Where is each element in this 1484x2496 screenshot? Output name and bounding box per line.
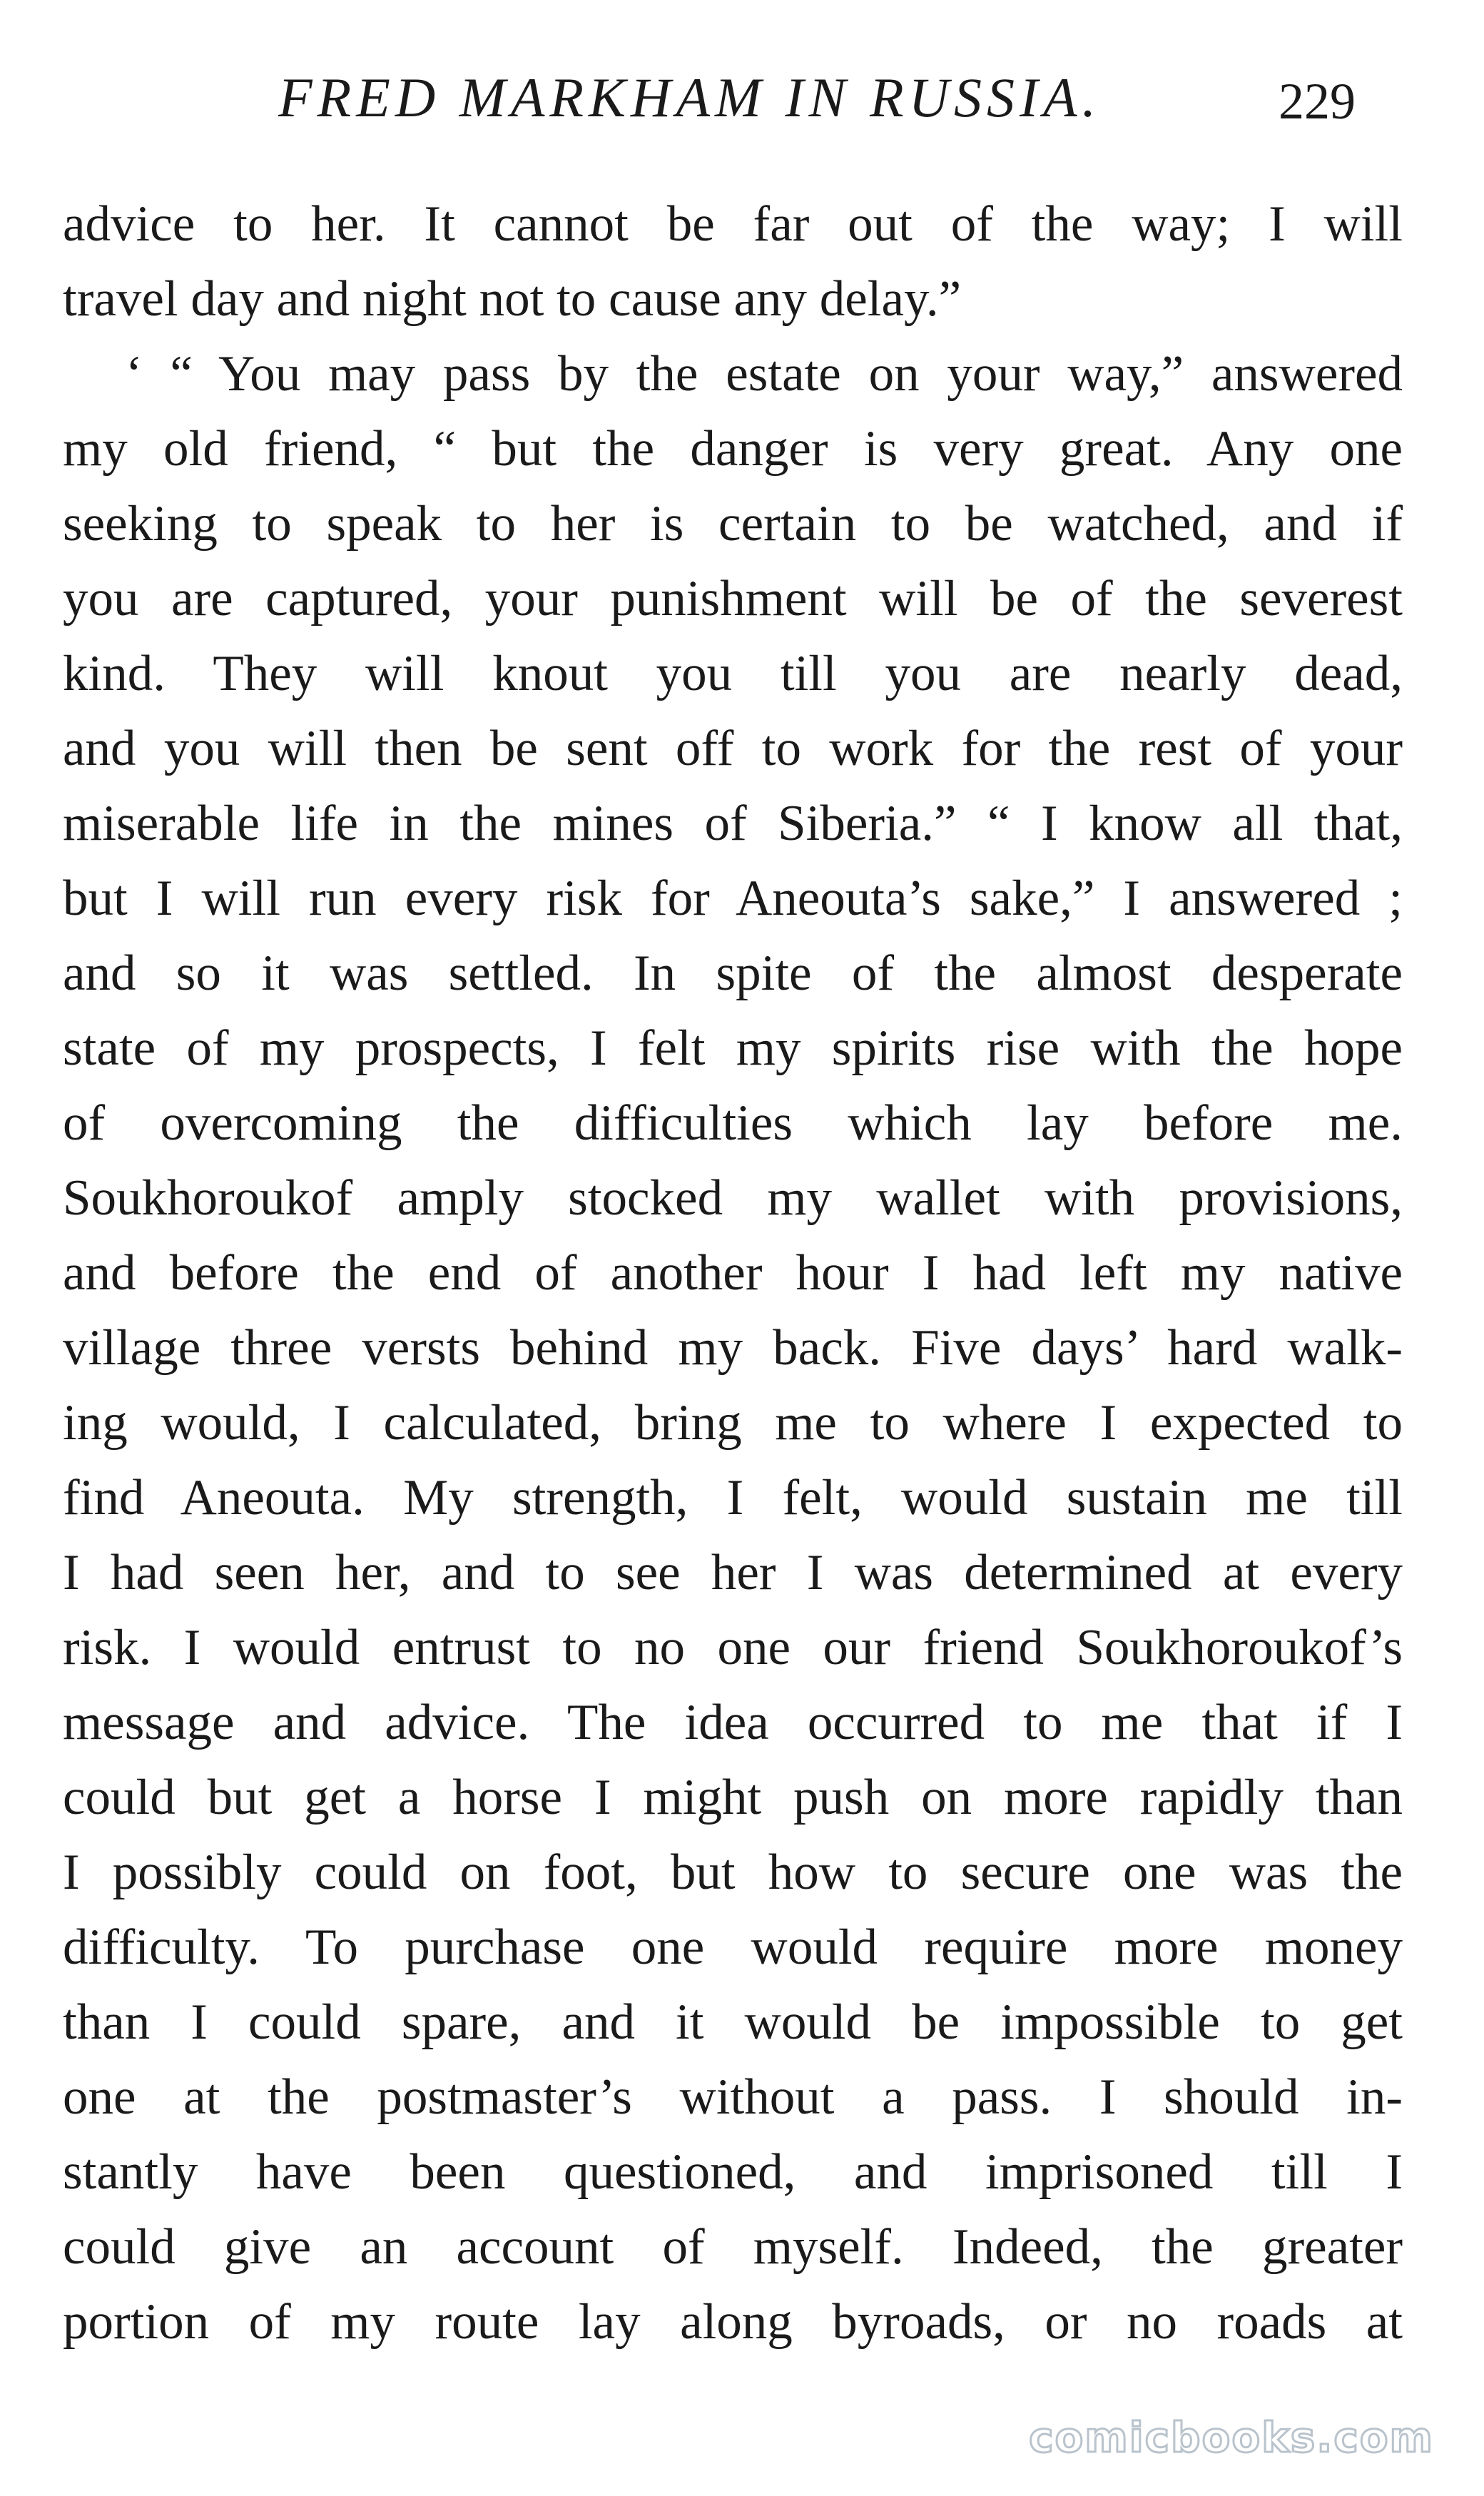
text-line: could but get a horse I might push on more rapidly than [63, 1770, 1403, 1825]
text-line: ing would, I calculated, bring me to where I expected to [63, 1395, 1403, 1451]
text-line: portion of my route lay along byroads, or no roads at [63, 2294, 1403, 2350]
text-line: Soukhoroukof amply stocked my wallet with provisions, [63, 1170, 1403, 1226]
text-line: my old friend, “ but the danger is very great. Any one [63, 421, 1403, 477]
text-line: stantly have been questioned, and imprisoned till I [63, 2144, 1403, 2200]
text-line: kind. They will knout you till you are nearly dead, [63, 646, 1403, 701]
text-line: of overcoming the difficulties which lay before me. [63, 1095, 1403, 1151]
text-line: travel day and night not to cause any delay.” [63, 271, 962, 327]
text-line: and you will then be sent off to work for the rest of your [63, 721, 1403, 776]
text-line: and before the end of another hour I had left my native [63, 1245, 1403, 1301]
text-line: find Aneouta. My strength, I felt, would sustain me till [63, 1470, 1403, 1526]
text-line: but I will run every risk for Aneouta’s sake,” I answered ; [63, 871, 1403, 926]
text-line: and so it was settled. In spite of the almost desperate [63, 945, 1403, 1001]
text-line: seeking to speak to her is certain to be watched, and if [63, 496, 1403, 552]
text-line: you are captured, your punishment will be of the severest [63, 571, 1403, 626]
text-line: advice to her. It cannot be far out of the way; I will [63, 196, 1403, 252]
watermark: comicbooks.com [1029, 2413, 1434, 2462]
text-line: I had seen her, and to see her I was determined at every [63, 1545, 1403, 1600]
text-line: difficulty. To purchase one would require more money [63, 1919, 1403, 1975]
text-line: one at the postmaster’s without a pass. I should in- [63, 2069, 1403, 2125]
running-title: FRED MARKHAM IN RUSSIA. [278, 66, 1102, 128]
body-text [63, 187, 1403, 2360]
text-line: than I could spare, and it would be impossible to get [63, 1994, 1403, 2050]
running-head [64, 59, 1420, 137]
text-line: ‘ “ You may pass by the estate on your way,” answered [126, 346, 1403, 402]
text-line: village three versts behind my back. Five days’ hard walk- [63, 1320, 1403, 1376]
text-line: miserable life in the mines of Siberia.” “ I know all that, [63, 796, 1403, 851]
text-line: I possibly could on foot, but how to secure one was the [63, 1845, 1403, 1900]
text-line: could give an account of myself. Indeed, the greater [63, 2219, 1403, 2275]
text-line: state of my prospects, I felt my spirits rise with the hope [63, 1020, 1403, 1076]
page-number: 229 [1279, 73, 1356, 130]
text-line: risk. I would entrust to no one our friend Soukhoroukof’s [63, 1620, 1403, 1675]
text-line: message and advice. The idea occurred to me that if I [63, 1695, 1403, 1750]
